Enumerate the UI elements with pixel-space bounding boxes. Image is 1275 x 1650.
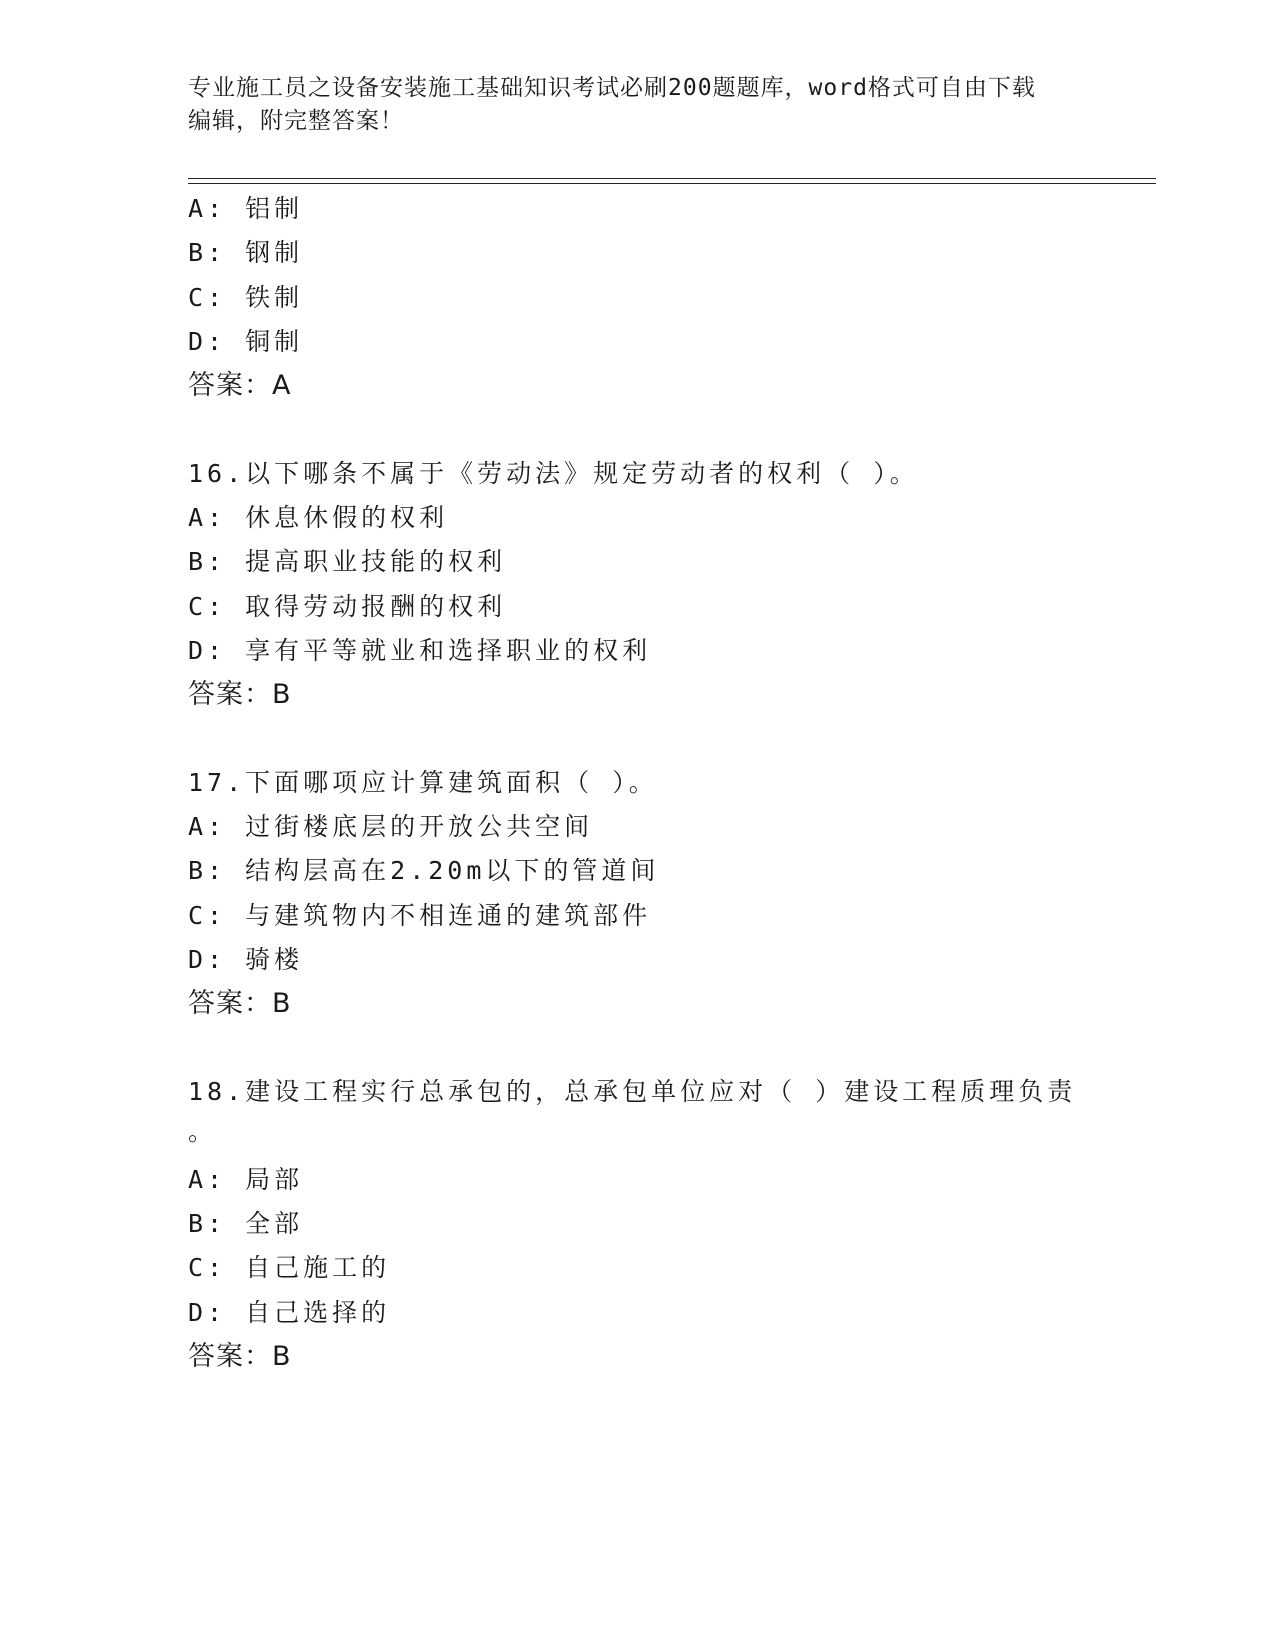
question-16-stem: 16.以下哪条不属于《劳动法》规定劳动者的权利（ ）。 — [188, 459, 919, 488]
question-16-option-d: D: 享有平等就业和选择职业的权利 — [188, 636, 652, 665]
question-17-option-b: B: 结构层高在2.20m以下的管道间 — [188, 856, 660, 885]
question-16-answer: 答案：B — [188, 679, 292, 710]
question-17-option-d: D: 骑楼 — [188, 945, 304, 974]
question-17-stem: 17.下面哪项应计算建筑面积（ ）。 — [188, 768, 658, 797]
option-b: B: 钢制 — [188, 238, 304, 267]
question-16-option-c: C: 取得劳动报酬的权利 — [188, 592, 507, 621]
question-18-option-a: A: 局部 — [188, 1165, 304, 1194]
question-17-option-a: A: 过街楼底层的开放公共空间 — [188, 812, 594, 841]
answer: 答案：A — [188, 370, 292, 401]
question-17-option-c: C: 与建筑物内不相连通的建筑部件 — [188, 901, 652, 930]
question-18-option-d: D: 自己选择的 — [188, 1298, 391, 1327]
question-17-answer: 答案：B — [188, 988, 292, 1019]
header-divider-bottom — [188, 183, 1156, 184]
header-divider-top — [188, 178, 1156, 179]
question-18-stem-continuation: 。 — [188, 1117, 218, 1146]
question-16-option-a: A: 休息休假的权利 — [188, 503, 449, 532]
option-a: A: 铝制 — [188, 194, 304, 223]
question-18-answer: 答案：B — [188, 1341, 292, 1372]
question-16-option-b: B: 提高职业技能的权利 — [188, 547, 507, 576]
question-18-option-c: C: 自己施工的 — [188, 1253, 391, 1282]
header-line-2: 编辑，附完整答案！ — [188, 108, 404, 134]
question-18-option-b: B: 全部 — [188, 1209, 304, 1238]
question-18-stem: 18.建设工程实行总承包的，总承包单位应对（ ）建设工程质理负责 — [188, 1077, 1077, 1106]
option-d: D: 铜制 — [188, 327, 304, 356]
option-c: C: 铁制 — [188, 283, 304, 312]
document-header — [188, 72, 1088, 138]
header-line-1: 专业施工员之设备安装施工基础知识考试必刷200题题库，word格式可自由下载 — [188, 75, 1036, 101]
